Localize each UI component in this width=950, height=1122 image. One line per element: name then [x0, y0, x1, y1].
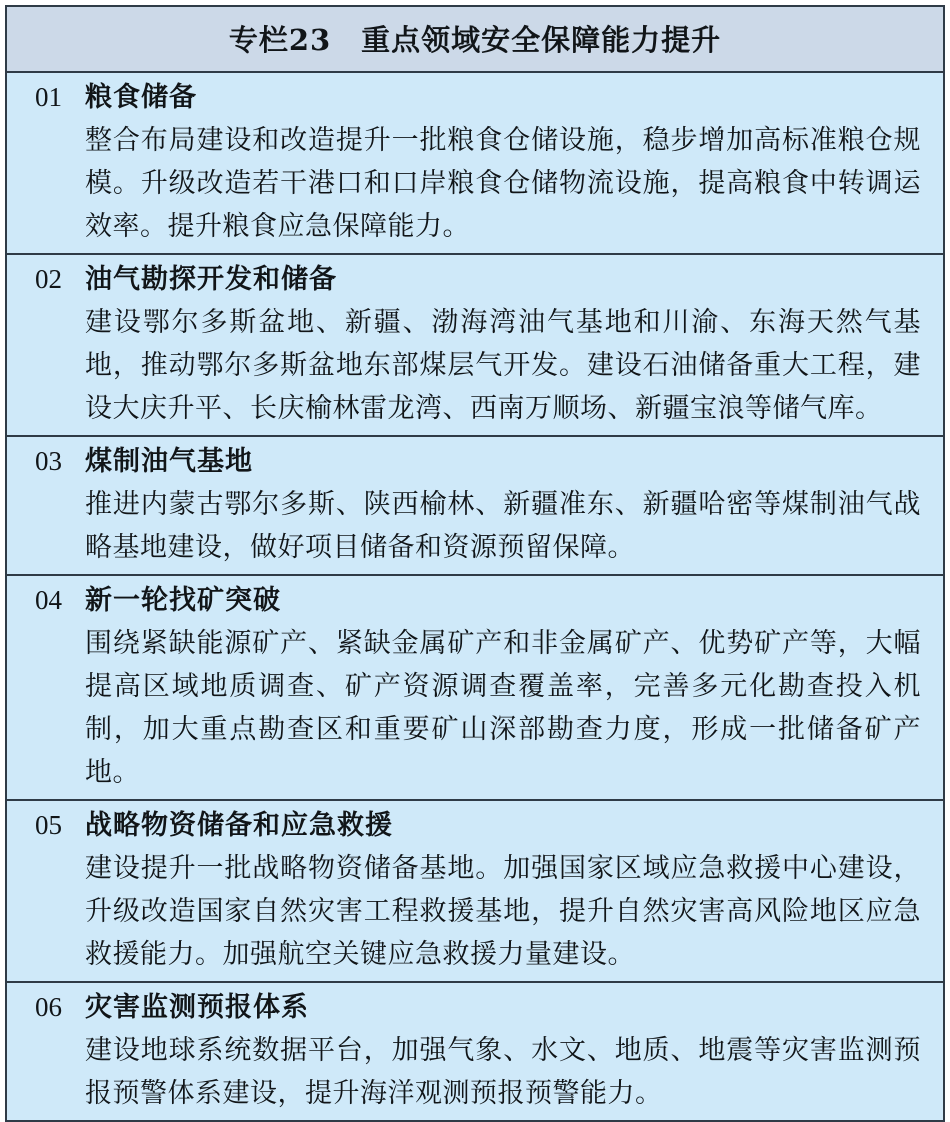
section-number: 02: [35, 264, 62, 294]
section-body: 建设提升一批战略物资储备基地。加强国家区域应急救援中心建设，升级改造国家自然灾害工程救援基地，提升自然灾害高风险地区应急救援能力。加强航空关键应急救援力量建设。: [85, 853, 921, 970]
section-04: [7, 576, 943, 801]
section-body: 推进内蒙古鄂尔多斯、陕西榆林、新疆准东、新疆哈密等煤制油气战略基地建设，做好项目储备和资源预留保障。: [85, 489, 921, 563]
section-title: 油气勘探开发和储备: [85, 264, 337, 295]
section-number: 06: [35, 992, 62, 1022]
section-title: 新一轮找矿突破: [85, 585, 281, 616]
section-number: 04: [35, 585, 62, 615]
section-01: [7, 73, 943, 255]
section-06: [7, 983, 943, 1120]
section-title: 战略物资储备和应急救援: [85, 810, 393, 841]
section-body: 建设鄂尔多斯盆地、新疆、渤海湾油气基地和川渝、东海天然气基地，推动鄂尔多斯盆地东部煤层气开发。建设石油储备重大工程，建设大庆升平、长庆榆林雷龙湾、西南万顺场、新疆宝浪等储气库。: [85, 307, 921, 424]
section-head: [35, 986, 921, 1029]
section-head: [35, 258, 921, 301]
section-head: [35, 804, 921, 847]
box-header: [7, 7, 943, 73]
section-title: 灾害监测预报体系: [85, 992, 309, 1023]
section-number: 05: [35, 810, 62, 840]
section-title: 煤制油气基地: [85, 446, 253, 477]
policy-box-table: [5, 5, 945, 1122]
section-number: 01: [35, 82, 62, 112]
section-head: [35, 440, 921, 483]
section-02: [7, 255, 943, 437]
section-head: [35, 579, 921, 622]
box-title: 专栏23 重点领域安全保障能力提升: [228, 23, 722, 57]
section-03: [7, 437, 943, 576]
section-number: 03: [35, 446, 62, 476]
section-body: 整合布局建设和改造提升一批粮食仓储设施，稳步增加高标准粮仓规模。升级改造若干港口和口岸粮食仓储物流设施，提高粮食中转调运效率。提升粮食应急保障能力。: [85, 125, 921, 242]
section-body: 建设地球系统数据平台，加强气象、水文、地质、地震等灾害监测预报预警体系建设，提升海洋观测预报预警能力。: [85, 1035, 921, 1109]
section-05: [7, 801, 943, 983]
section-body: 围绕紧缺能源矿产、紧缺金属矿产和非金属矿产、优势矿产等，大幅提高区域地质调查、矿产资源调查覆盖率，完善多元化勘查投入机制，加大重点勘查区和重要矿山深部勘查力度，形成一批储备矿产地。: [85, 628, 921, 788]
section-head: [35, 76, 921, 119]
section-title: 粮食储备: [85, 82, 197, 113]
